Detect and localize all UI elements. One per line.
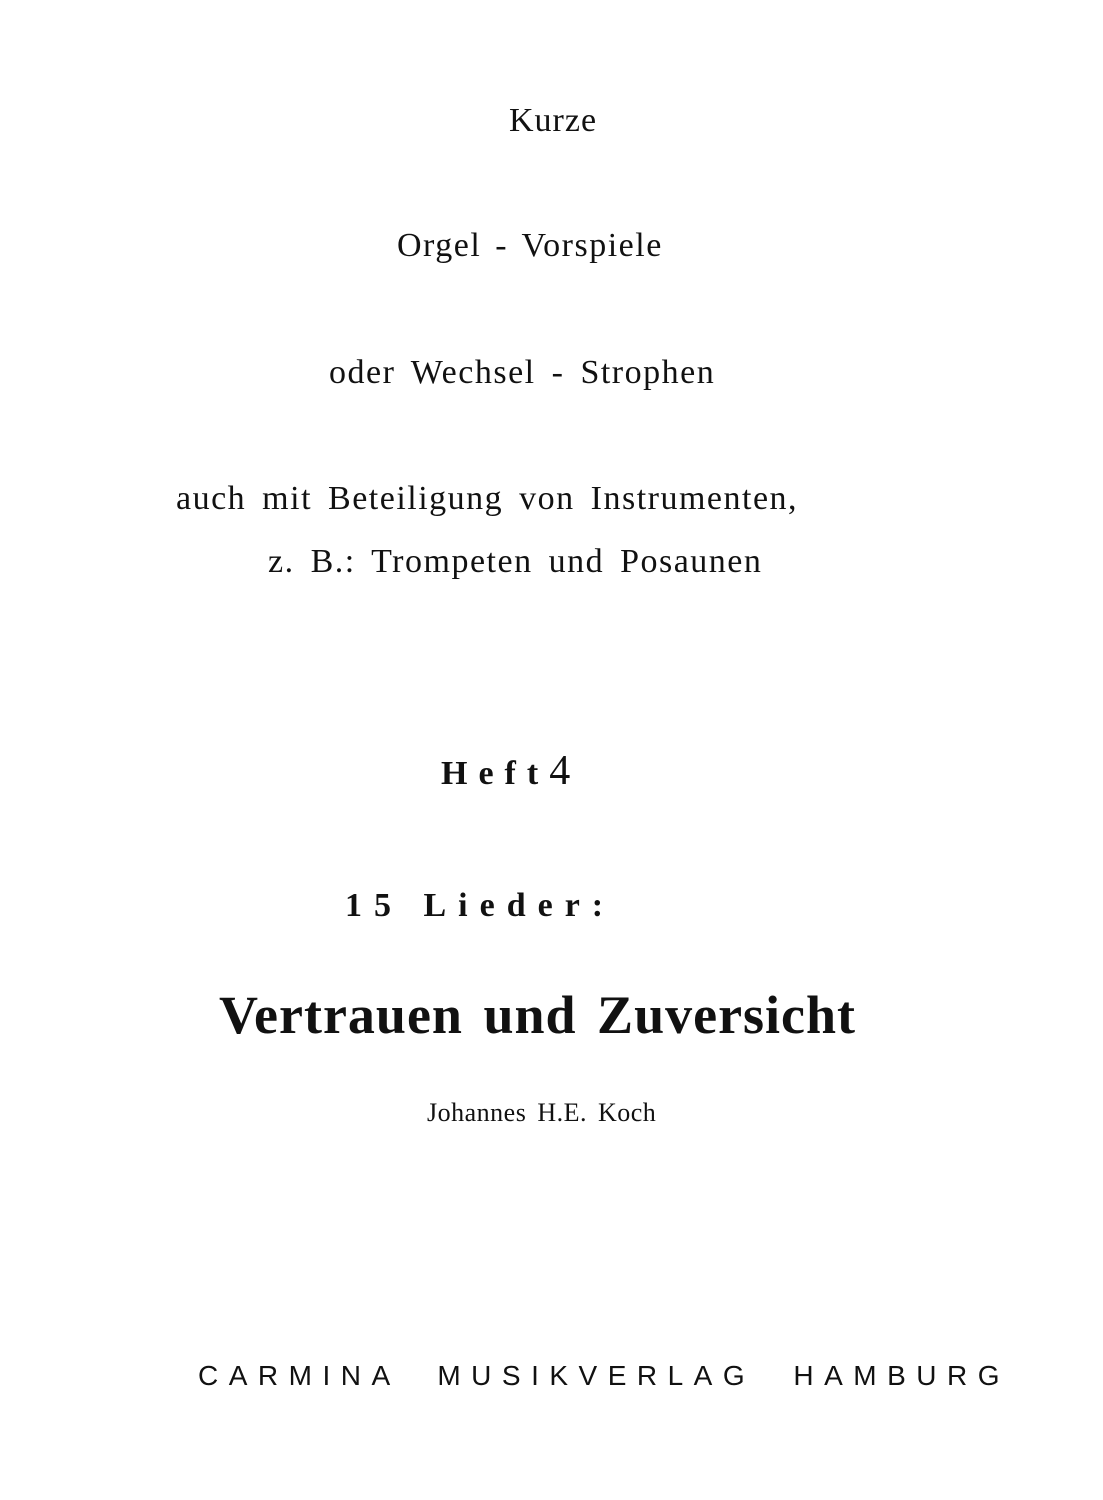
subtitle-wechsel-strophen: oder Wechsel - Strophen xyxy=(329,354,716,391)
instrument-note-line2: z. B.: Trompeten und Posaunen xyxy=(268,543,763,580)
subtitle-orgel-vorspiele: Orgel - Vorspiele xyxy=(397,227,663,264)
volume-word: Heft xyxy=(441,755,550,792)
author-name: Johannes H.E. Koch xyxy=(427,1098,657,1127)
page-title: Vertrauen und Zuversicht xyxy=(219,985,857,1045)
publisher-name: CARMINA MUSIKVERLAG HAMBURG xyxy=(198,1360,1011,1391)
instrument-note-line1: auch mit Beteiligung von Instrumenten, xyxy=(176,480,799,517)
volume-label xyxy=(441,750,570,792)
volume-number: 4 xyxy=(549,748,571,794)
subtitle-kurze: Kurze xyxy=(509,102,598,139)
song-count: 15 Lieder: xyxy=(345,887,616,924)
